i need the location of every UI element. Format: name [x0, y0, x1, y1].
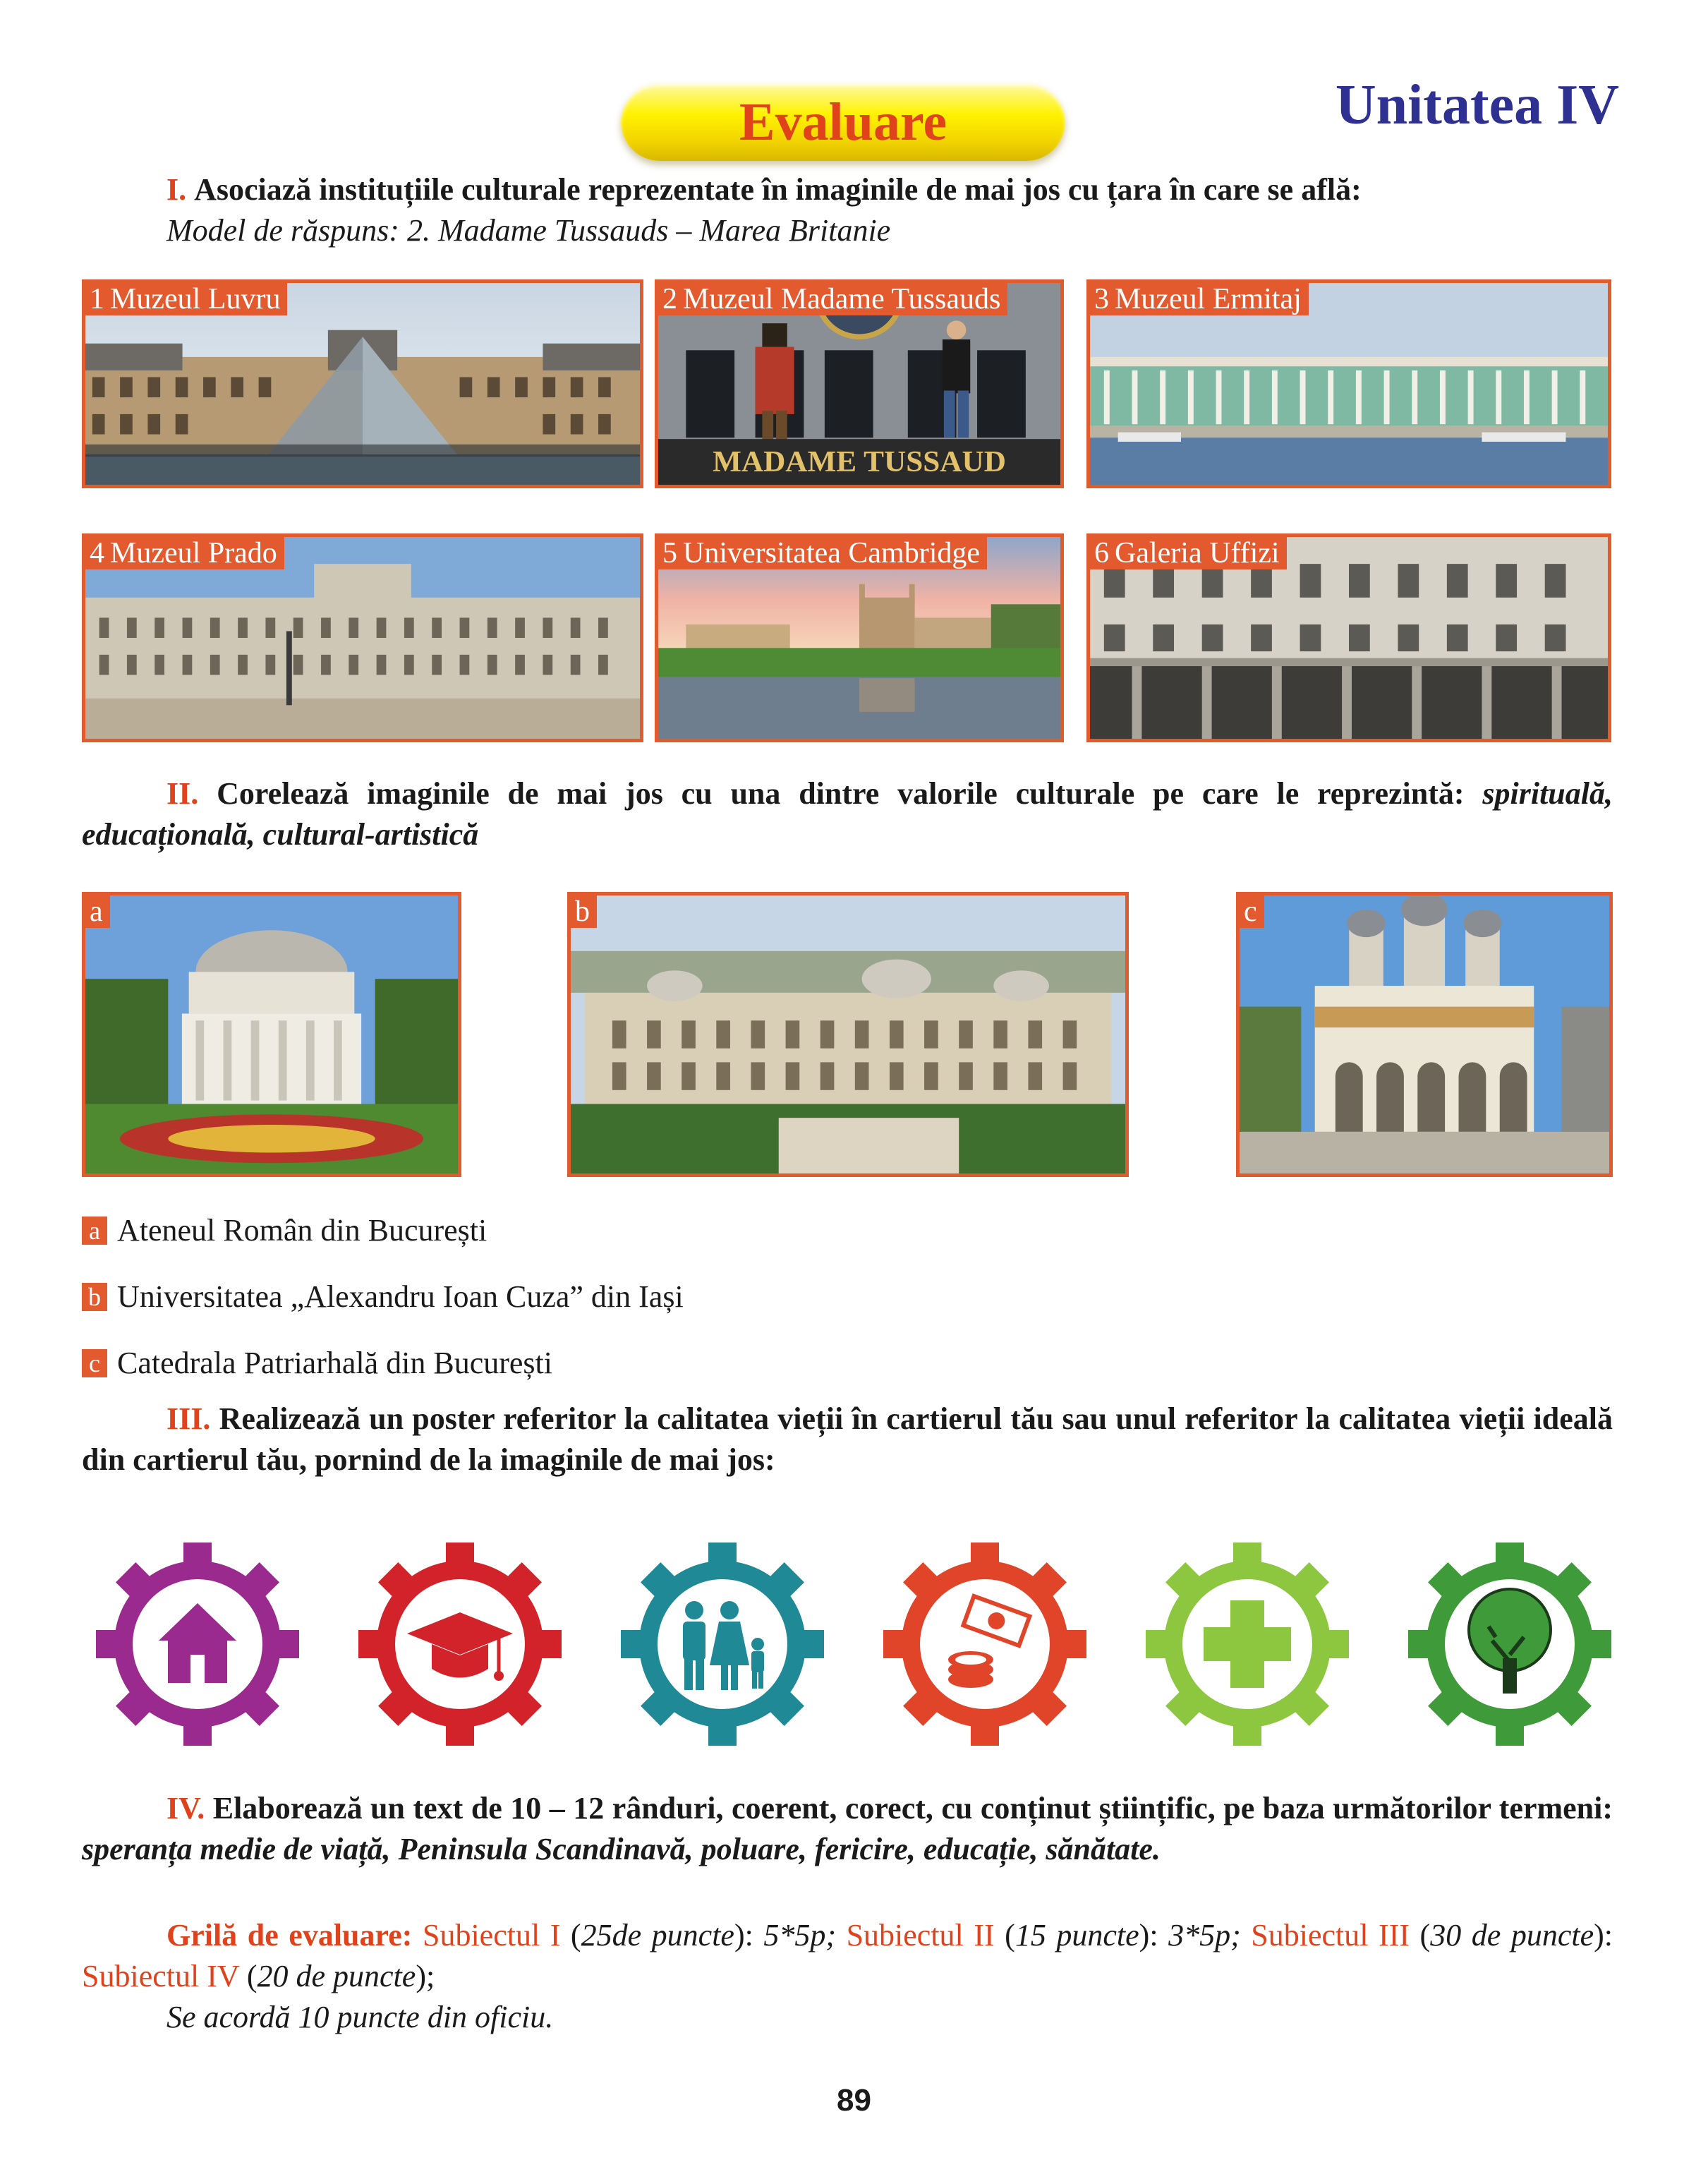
photo-caption: b: [571, 895, 597, 928]
photo-caption: 2 Muzeul Madame Tussauds: [658, 283, 1007, 315]
legend-text: Universitatea „Alexandru Ioan Cuza” din Iași: [117, 1279, 684, 1314]
photo-louvre: [82, 279, 643, 488]
photo-hermitage: [1086, 279, 1611, 488]
section-1-number: I.: [166, 172, 187, 207]
legend-item-a: [82, 1211, 487, 1250]
section-4-text: Elaborează un text de 10 – 12 rânduri, coerent, corect, cu conținut științific, pe baza următorilor termeni:: [212, 1791, 1613, 1825]
money-icon: [879, 1538, 1091, 1750]
photo-universitatea-iasi: [567, 892, 1129, 1177]
section-2-values: spirituală, educațională, cultural-artistică: [82, 776, 1613, 852]
photo-uffizi: [1086, 533, 1611, 742]
page-title: Evaluare: [739, 92, 947, 152]
section-3-text: Realizează un poster referitor la calitatea vieții în cartierul tău sau unul referitor la calitatea vieții ideală din cartierul tău, pornind de la imaginile de mai jos:: [82, 1401, 1613, 1477]
family-icon: [617, 1538, 828, 1750]
photo-madame-tussauds: [655, 279, 1064, 488]
page-number: 89: [837, 2083, 871, 2118]
section-2-instruction: [82, 773, 1613, 855]
unit-title: Unitatea IV: [1335, 74, 1619, 136]
photo-caption: c: [1240, 895, 1264, 928]
catedrala-image: [1240, 895, 1609, 1173]
legend-item-b: [82, 1277, 684, 1317]
legend-text: Ateneul Român din București: [117, 1213, 487, 1248]
section-3-instruction: [82, 1399, 1613, 1480]
grading-title: Grilă de evaluare:: [166, 1918, 413, 1952]
photo-caption: 5 Universitatea Cambridge: [658, 537, 987, 569]
legend-tag: a: [82, 1217, 107, 1245]
section-3-number: III.: [166, 1401, 211, 1436]
universitatea-iasi-image: [571, 895, 1125, 1173]
tussaud-sign: MADAME TUSSAUD: [713, 445, 1006, 478]
section-1-model: Model de răspuns: 2. Madame Tussauds – Marea Britanie: [166, 213, 891, 248]
section-2-number: II.: [166, 776, 199, 811]
section-2-text: Corelează imaginile de mai jos cu una dintre valorile culturale pe care le reprezintă:: [217, 776, 1465, 811]
grading-bonus: Se acordă 10 puncte din oficiu.: [166, 2000, 554, 2034]
photo-ateneul: [82, 892, 461, 1177]
section-1-instruction: [166, 169, 1577, 210]
quality-of-life-icons: [92, 1538, 1616, 1750]
legend-tag: c: [82, 1349, 107, 1377]
photo-caption: a: [85, 895, 110, 928]
legend-tag: b: [82, 1283, 107, 1311]
photo-catedrala: [1236, 892, 1613, 1177]
legend-item-c: [82, 1344, 552, 1383]
section-1-text: Asociază instituțiile culturale reprezentate în imaginile de mai jos cu țara în care se află:: [194, 172, 1362, 207]
grading-grid: Grilă de evaluare: Subiectul I (25de puncte): 5*5p; Subiectul II (15 puncte): 3*5p; Subiectul III (30 de puncte): Subiectul IV (20 de puncte);: [82, 1918, 1613, 1993]
section-4-number: IV.: [166, 1791, 205, 1825]
photo-caption: 3 Muzeul Ermitaj: [1090, 283, 1309, 315]
photo-caption: 1 Muzeul Luvru: [85, 283, 287, 315]
ateneul-image: [85, 895, 458, 1173]
photo-prado: [82, 533, 643, 742]
health-cross-icon: [1141, 1538, 1353, 1750]
title-pill: [621, 83, 1065, 161]
section-4-instruction: [82, 1788, 1613, 1870]
graduation-cap-icon: [354, 1538, 566, 1750]
house-icon: [92, 1538, 303, 1750]
tree-icon: [1404, 1538, 1616, 1750]
legend-text: Catedrala Patriarhală din București: [117, 1346, 552, 1380]
photo-caption: 4 Muzeul Prado: [85, 537, 284, 569]
photo-caption: 6 Galeria Uffizi: [1090, 537, 1287, 569]
section-4-terms: speranța medie de viață, Peninsula Scandinavă, poluare, fericire, educație, sănătate.: [82, 1832, 1161, 1866]
photo-cambridge: [655, 533, 1064, 742]
